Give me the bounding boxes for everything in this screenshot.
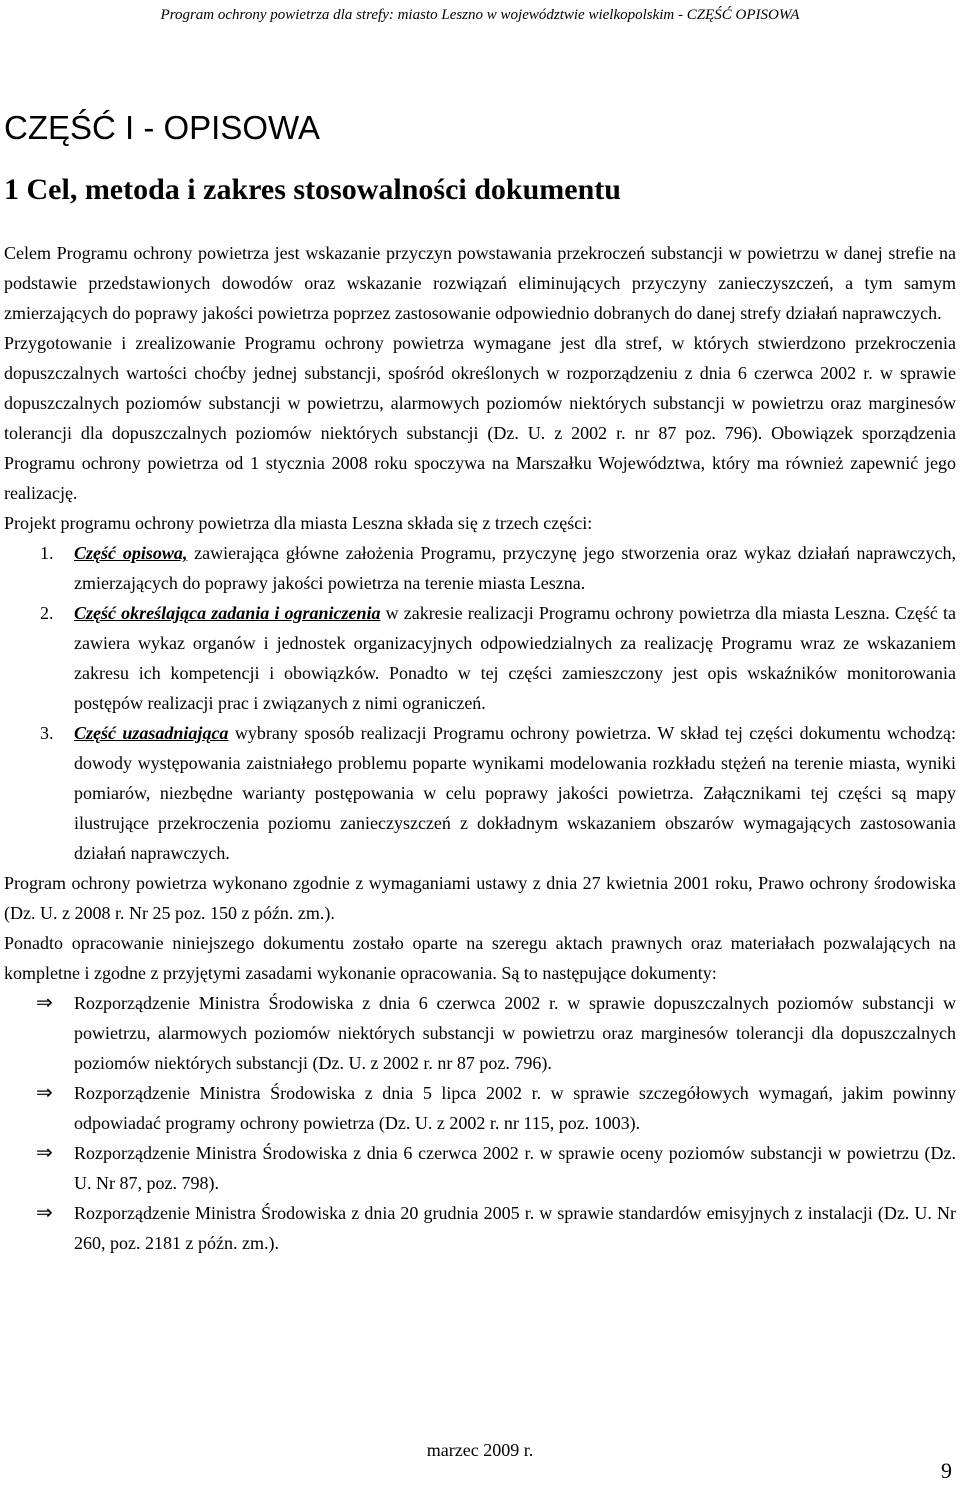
list-item-lead: Część określająca zadania i ograniczenia (74, 603, 381, 623)
section-title: 1 Cel, metoda i zakres stosowalności dokumentu (4, 173, 621, 206)
list-item-lead: Część opisowa, (74, 543, 188, 563)
list-item-text: wybrany sposób realizacji Programu ochrony powietrza. W skład tej części dokumentu wchodzą: dowody występowania zaistniałego problemu poparte wynikami modelowania rozkładu stężeń na terenie miasta, wyniki pomiarów, niezbędne warianty postępowania w celu poprawy jakości powietrza. Załącznikami tej części są mapy ilustrujące przekroczenia poziomu zanieczyszczeń z dokładnym wskazaniem obszarów wymagających zastosowania działań naprawczych. (74, 723, 956, 863)
document-entry: Rozporządzenie Ministra Środowiska z dnia 6 czerwca 2002 r. w sprawie oceny poziomów substancji w powietrzu (Dz. U. Nr 87, poz. 798). (74, 1143, 956, 1193)
list-number: 2. (40, 603, 54, 623)
arrow-right-icon: ⇒ (36, 1202, 53, 1224)
documents-list (4, 988, 956, 1258)
list-number: 1. (40, 543, 54, 563)
list-item (4, 988, 956, 1078)
list-item-text: w zakresie realizacji Programu ochrony powietrza dla miasta Leszna. Część ta zawiera wykaz organów i jednostek organizacyjnych odpowiedzialnych za realizację Programu wraz ze wskazaniem zakresu ich kompetencji i obowiązków. Ponadto w tej części zamieszczony jest opis wskaźników monitorowania postępów realizacji prac i związanych z nimi ograniczeń. (74, 603, 957, 713)
list-item (4, 598, 956, 718)
arrow-right-icon: ⇒ (36, 1082, 53, 1104)
paragraph-requirement: Przygotowanie i zrealizowanie Programu ochrony powietrza wymagane jest dla stref, w których stwierdzono przekroczenia dopuszczalnych wartości choćby jednej substancji, spośród określonych w rozporządzeniu z dnia 6 czerwca 2002 r. w sprawie dopuszczalnych poziomów substancji w powietrzu, alarmowych poziomów niektórych substancji w powietrzu oraz marginesów tolerancji dla dopuszczalnych poziomów niektórych substancji (Dz. U. z 2002 r. nr 87 poz. 796). Obowiązek sporządzenia Programu ochrony powietrza od 1 stycznia 2008 roku spoczywa na Marszałku Województwa, który ma również zapewnić jego realizację. (4, 333, 956, 503)
list-item-body (74, 598, 956, 718)
paragraph-documents-intro: Ponadto opracowanie niniejszego dokumentu zostało oparte na szeregu aktach prawnych oraz materiałach pozwalających na kompletne i zgodne z przyjętymi zasadami wykonanie opracowania. Są to następujące dokumenty: (4, 933, 956, 983)
document-body (4, 238, 956, 1258)
list-item-body (74, 538, 956, 598)
part-title: CZĘŚĆ I - OPISOWA (4, 109, 320, 146)
paragraph-structure: Projekt programu ochrony powietrza dla miasta Leszna składa się z trzech części: (4, 513, 593, 533)
paragraph-legal-basis: Program ochrony powietrza wykonano zgodnie z wymaganiami ustawy z dnia 27 kwietnia 2001 roku, Prawo ochrony środowiska (Dz. U. z 2008 r. Nr 25 poz. 150 z późn. zm.). (4, 873, 956, 923)
list-item-text: zawierająca główne założenia Programu, przyczynę jego stworzenia oraz wykaz działań naprawczych, zmierzających do poprawy jakości powietrza na terenie miasta Leszna. (74, 543, 956, 593)
document-entry: Rozporządzenie Ministra Środowiska z dnia 5 lipca 2002 r. w sprawie szczegółowych wymagań, jakim powinny odpowiadać programy ochrony powietrza (Dz. U. z 2002 r. nr 115, poz. 1003). (74, 1083, 956, 1133)
document-entry: Rozporządzenie Ministra Środowiska z dnia 6 czerwca 2002 r. w sprawie dopuszczalnych poziomów substancji w powietrzu, alarmowych poziomów niektórych substancji w powietrzu oraz marginesów tolerancji dla dopuszczalnych poziomów niektórych substancji (Dz. U. z 2002 r. nr 87 poz. 796). (74, 993, 956, 1073)
list-item (4, 1078, 956, 1138)
list-item-lead: Część uzasadniająca (74, 723, 229, 743)
arrow-right-icon: ⇒ (36, 992, 53, 1014)
page-number: 9 (941, 1458, 952, 1483)
list-number: 3. (40, 723, 54, 743)
document-entry: Rozporządzenie Ministra Środowiska z dnia 20 grudnia 2005 r. w sprawie standardów emisyjnych z instalacji (Dz. U. Nr 260, poz. 2181 z późn. zm.). (74, 1203, 956, 1253)
list-item (4, 1198, 956, 1258)
list-item (4, 538, 956, 598)
parts-list (4, 538, 956, 868)
footer-date: marzec 2009 r. (426, 1440, 534, 1460)
arrow-right-icon: ⇒ (36, 1142, 53, 1164)
list-item (4, 1138, 956, 1198)
paragraph-purpose: Celem Programu ochrony powietrza jest wskazanie przyczyn powstawania przekroczeń substancji w powietrzu w danej strefie na podstawie przedstawionych dowodów oraz wskazanie rozwiązań eliminujących przyczyny zanieczyszczeń, a tym samym zmierzających do poprawy jakości powietrza poprzez zastosowanie odpowiednio dobranych do danej strefy działań naprawczych. (4, 243, 956, 323)
running-header: Program ochrony powietrza dla strefy: miasto Leszno w województwie wielkopolskim - CZĘŚĆ OPISOWA (160, 7, 800, 23)
list-item (4, 718, 956, 868)
list-item-body (74, 718, 956, 868)
